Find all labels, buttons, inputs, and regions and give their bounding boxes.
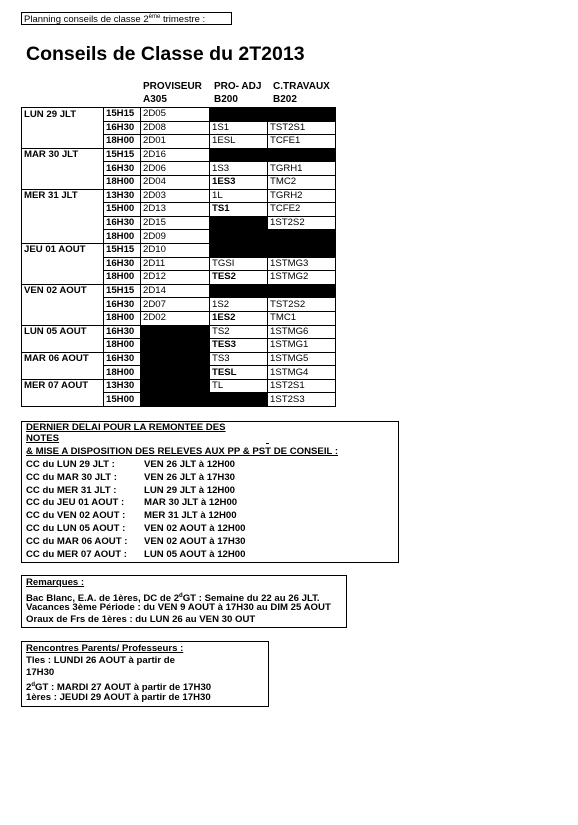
schedule-row — [22, 257, 336, 271]
remarque-line-2: Vacances 3ème Période : du VEN 9 AOUT à 17H30 au DIM 25 AOUT — [26, 602, 331, 613]
time-cell: 18H00 — [104, 175, 141, 189]
delai-due-date: LUN 29 JLT à 12H00 — [144, 484, 235, 496]
schedule-table — [21, 107, 336, 407]
proviseur-cell: 2D11 — [141, 257, 210, 271]
schedule-row — [22, 243, 336, 257]
schedule-row — [22, 203, 336, 217]
time-cell: 18H00 — [104, 230, 141, 244]
pro-adj-cell — [210, 108, 268, 122]
travaux-cell: 1STMG4 — [268, 366, 336, 380]
pro-adj-cell: TES3 — [210, 339, 268, 353]
pro-adj-cell: 1S2 — [210, 298, 268, 312]
column-header-proviseur: PROVISEUR A305 — [143, 81, 202, 105]
proviseur-cell: 2D10 — [141, 243, 210, 257]
travaux-cell: TST2S2 — [268, 298, 336, 312]
time-cell: 16H30 — [104, 325, 141, 339]
proviseur-cell: 2D08 — [141, 121, 210, 135]
pro-adj-cell: 1L — [210, 189, 268, 203]
schedule-row — [22, 230, 336, 244]
pro-adj-cell: TESL — [210, 366, 268, 380]
time-cell: 15H15 — [104, 108, 141, 122]
day-cell — [22, 393, 104, 407]
pro-adj-cell: 1S1 — [210, 121, 268, 135]
travaux-cell: 1STMG1 — [268, 339, 336, 353]
time-cell: 16H30 — [104, 352, 141, 366]
travaux-cell: 1STMG2 — [268, 271, 336, 285]
delai-box — [21, 421, 399, 563]
proviseur-cell — [141, 325, 210, 339]
time-cell: 16H30 — [104, 257, 141, 271]
day-cell: VEN 02 AOUT — [22, 284, 104, 298]
time-cell: 18H00 — [104, 366, 141, 380]
time-cell: 15H00 — [104, 203, 141, 217]
schedule-row — [22, 216, 336, 230]
delai-heading-3: & MISE A DISPOSITION DES RELEVES AUX PP & PST DE CONSEIL : — [26, 446, 339, 457]
travaux-cell — [268, 148, 336, 162]
day-cell — [22, 216, 104, 230]
proviseur-cell — [141, 366, 210, 380]
rencontre-2gt: 2$^d$GT : MARDI 27 AOUT à partir de 17H30 — [26, 682, 212, 694]
delai-heading-1: DERNIER DELAI POUR LA REMONTEE DES — [26, 422, 226, 433]
proviseur-cell: 2D05 — [141, 108, 210, 122]
delai-cc-label: CC du MAR 30 JLT : — [26, 471, 117, 483]
travaux-cell: 1STMG3 — [268, 257, 336, 271]
delai-due-date: VEN 26 JLT à 17H30 — [144, 471, 236, 483]
day-cell — [22, 230, 104, 244]
delai-due-date: MER 31 JLT à 12H00 — [144, 510, 237, 522]
rencontres-box — [21, 641, 269, 707]
delai-due-date: LUN 05 AOUT à 12H00 — [144, 548, 246, 560]
day-cell: LUN 29 JLT — [22, 108, 104, 122]
schedule-row — [22, 366, 336, 380]
schedule-row — [22, 162, 336, 176]
pro-adj-cell: 1ES2 — [210, 311, 268, 325]
schedule-row — [22, 135, 336, 149]
proviseur-cell: 2D01 — [141, 135, 210, 149]
remarque-line-1: Bac Blanc, E.A. de 1ères, DC de 2$^d$GT : Semaine du 22 au 26 JLT. — [26, 593, 320, 605]
schedule-row — [22, 108, 336, 122]
travaux-cell: TMC1 — [268, 311, 336, 325]
schedule-row — [22, 284, 336, 298]
time-cell: 15H15 — [104, 148, 141, 162]
schedule-row — [22, 148, 336, 162]
delai-cc-label: CC du MAR 06 AOUT : — [26, 535, 128, 547]
rencontre-1eres: 1ères : JEUDI 29 AOUT à partir de 17H30 — [26, 692, 211, 703]
delai-cc-label: CC du VEN 02 AOUT : — [26, 510, 126, 522]
pro-adj-cell: TES2 — [210, 271, 268, 285]
proviseur-cell — [141, 393, 210, 407]
pro-adj-cell: TGSI — [210, 257, 268, 271]
day-cell — [22, 135, 104, 149]
proviseur-cell: 2D02 — [141, 311, 210, 325]
schedule-row — [22, 298, 336, 312]
time-cell: 15H15 — [104, 284, 141, 298]
pro-adj-cell: 1S3 — [210, 162, 268, 176]
proviseur-cell: 2D03 — [141, 189, 210, 203]
pro-adj-cell: 1ESL — [210, 135, 268, 149]
time-cell: 16H30 — [104, 162, 141, 176]
remarques-box — [21, 575, 347, 628]
delai-cc-label: CC du MER 07 AOUT : — [26, 548, 127, 560]
day-cell: LUN 05 AOUT — [22, 325, 104, 339]
travaux-cell: TCFE1 — [268, 135, 336, 149]
schedule-row — [22, 175, 336, 189]
proviseur-cell: 2D09 — [141, 230, 210, 244]
delai-due-date: VEN 26 JLT à 12H00 — [144, 459, 236, 470]
delai-due-date: VEN 02 AOUT à 17H30 — [144, 535, 246, 547]
pro-adj-cell — [210, 148, 268, 162]
schedule-row — [22, 352, 336, 366]
time-cell: 18H00 — [104, 135, 141, 149]
delai-heading-2: NOTES — [26, 433, 60, 444]
day-cell: MER 07 AOUT — [22, 379, 104, 393]
time-cell: 15H00 — [104, 393, 141, 407]
travaux-cell: 1STMG5 — [268, 352, 336, 366]
day-cell — [22, 311, 104, 325]
pro-adj-cell: 1ES3 — [210, 175, 268, 189]
time-cell: 13H30 — [104, 379, 141, 393]
schedule-row — [22, 121, 336, 135]
proviseur-cell — [141, 379, 210, 393]
delai-cc-label: CC du JEU 01 AOUT : — [26, 497, 125, 509]
delai-due-date: MAR 30 JLT à 12H00 — [144, 497, 238, 509]
rencontre-tles: Tles : LUNDI 26 AOUT à partir de — [26, 655, 175, 666]
proviseur-cell: 2D15 — [141, 216, 210, 230]
day-cell — [22, 162, 104, 176]
rencontres-heading: Rencontres Parents/ Professeurs : — [26, 643, 184, 654]
travaux-cell — [268, 230, 336, 244]
day-cell — [22, 298, 104, 312]
day-cell — [22, 257, 104, 271]
travaux-cell: 1ST2S2 — [268, 216, 336, 230]
pro-adj-cell — [210, 393, 268, 407]
proviseur-cell: 2D13 — [141, 203, 210, 217]
travaux-cell — [268, 108, 336, 122]
day-cell — [22, 175, 104, 189]
schedule-row — [22, 271, 336, 285]
travaux-cell: 1ST2S1 — [268, 379, 336, 393]
travaux-cell: 1STMG6 — [268, 325, 336, 339]
pro-adj-cell: TS2 — [210, 325, 268, 339]
remarque-line-3: Oraux de Frs de 1ères : du LUN 26 au VEN 30 OUT — [26, 614, 256, 625]
travaux-cell: TGRH1 — [268, 162, 336, 176]
travaux-cell: TGRH2 — [268, 189, 336, 203]
proviseur-cell: 2D04 — [141, 175, 210, 189]
day-cell: MAR 30 JLT — [22, 148, 104, 162]
schedule-row — [22, 339, 336, 353]
schedule-row — [22, 311, 336, 325]
pro-adj-cell — [210, 284, 268, 298]
delai-due-date: VEN 02 AOUT à 12H00 — [144, 523, 246, 534]
travaux-cell: TST2S1 — [268, 121, 336, 135]
pro-adj-cell: TS3 — [210, 352, 268, 366]
pro-adj-cell — [210, 243, 268, 257]
proviseur-cell — [141, 339, 210, 353]
time-cell: 13H30 — [104, 189, 141, 203]
time-cell: 18H00 — [104, 311, 141, 325]
day-cell — [22, 339, 104, 353]
travaux-cell: TMC2 — [268, 175, 336, 189]
proviseur-cell — [141, 352, 210, 366]
pro-adj-cell: TS1 — [210, 203, 268, 217]
day-cell: MER 31 JLT — [22, 189, 104, 203]
delai-cc-label: CC du LUN 05 AOUT : — [26, 523, 126, 534]
underline-mark — [266, 443, 269, 444]
proviseur-cell: 2D14 — [141, 284, 210, 298]
day-cell — [22, 271, 104, 285]
proviseur-cell: 2D07 — [141, 298, 210, 312]
page-title: Conseils de Classe du 2T2013 — [26, 43, 305, 65]
day-cell — [22, 121, 104, 135]
delai-cc-label: CC du LUN 29 JLT : — [26, 459, 115, 470]
schedule-row — [22, 393, 336, 407]
pro-adj-cell — [210, 230, 268, 244]
time-cell: 15H15 — [104, 243, 141, 257]
pro-adj-cell: TL — [210, 379, 268, 393]
day-cell — [22, 366, 104, 380]
schedule-row — [22, 325, 336, 339]
travaux-cell — [268, 284, 336, 298]
time-cell: 18H00 — [104, 271, 141, 285]
time-cell: 16H30 — [104, 121, 141, 135]
planning-note: Planning conseils de classe 2ème trimestre : — [21, 12, 232, 25]
pro-adj-cell — [210, 216, 268, 230]
day-cell — [22, 203, 104, 217]
schedule-row — [22, 379, 336, 393]
time-cell: 16H30 — [104, 298, 141, 312]
column-header-travaux: C.TRAVAUX B202 — [273, 81, 330, 105]
proviseur-cell: 2D16 — [141, 148, 210, 162]
travaux-cell — [268, 243, 336, 257]
proviseur-cell: 2D06 — [141, 162, 210, 176]
day-cell: MAR 06 AOUT — [22, 352, 104, 366]
delai-cc-label: CC du MER 31 JLT : — [26, 484, 117, 496]
rencontre-tles-time: 17H30 — [26, 667, 55, 678]
time-cell: 18H00 — [104, 339, 141, 353]
proviseur-cell: 2D12 — [141, 271, 210, 285]
day-cell: JEU 01 AOUT — [22, 243, 104, 257]
time-cell: 16H30 — [104, 216, 141, 230]
travaux-cell: 1ST2S3 — [268, 393, 336, 407]
schedule-row — [22, 189, 336, 203]
column-header-pro-adj: PRO- ADJ B200 — [214, 81, 262, 105]
travaux-cell: TCFE2 — [268, 203, 336, 217]
remarques-heading: Remarques : — [26, 577, 85, 588]
